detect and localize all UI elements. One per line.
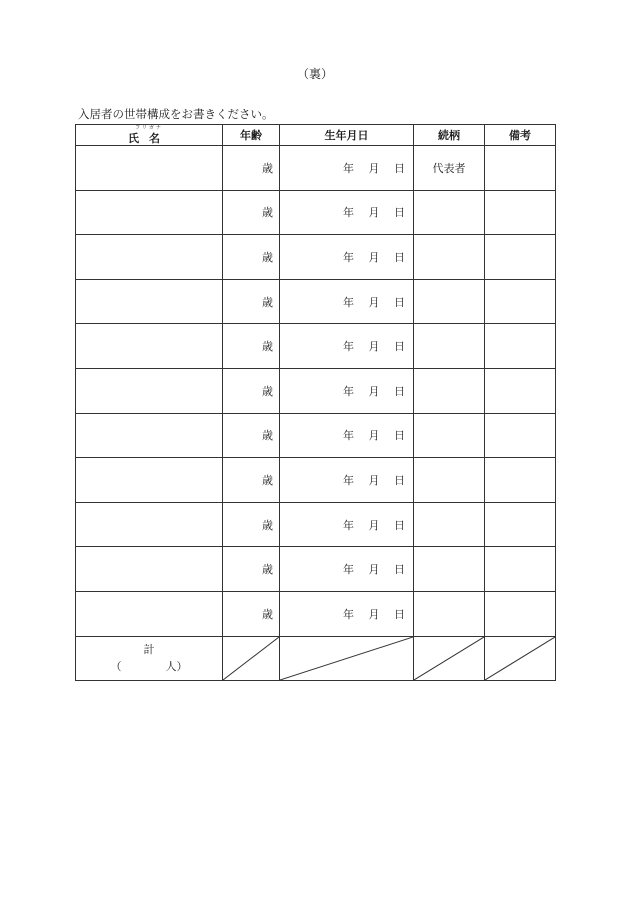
age-cell[interactable]: 歳 xyxy=(223,324,280,369)
relationship-cell[interactable] xyxy=(414,458,485,503)
total-cell[interactable] xyxy=(76,636,223,680)
remarks-cell[interactable] xyxy=(485,502,556,547)
dob-cell[interactable]: 年 月 日 xyxy=(280,235,414,280)
relationship-cell[interactable] xyxy=(414,235,485,280)
table-row xyxy=(76,235,556,280)
name-cell[interactable] xyxy=(76,547,223,592)
table-row xyxy=(76,368,556,413)
age-cell[interactable]: 歳 xyxy=(223,146,280,191)
header-furigana: フリガナ xyxy=(135,125,163,131)
table-row xyxy=(76,413,556,458)
dob-cell[interactable]: 年 月 日 xyxy=(280,279,414,324)
header-name-label: 氏名 xyxy=(128,132,170,145)
instruction-text: 入居者の世帯構成をお書きください。 xyxy=(78,107,274,121)
relationship-cell[interactable] xyxy=(414,279,485,324)
dob-cell[interactable]: 年 月 日 xyxy=(280,413,414,458)
header-row xyxy=(76,125,556,146)
name-cell[interactable] xyxy=(76,279,223,324)
remarks-cell[interactable] xyxy=(485,547,556,592)
name-cell[interactable] xyxy=(76,458,223,503)
table-row xyxy=(76,458,556,503)
header-relationship: 続柄 xyxy=(414,125,485,146)
remarks-cell[interactable] xyxy=(485,368,556,413)
remarks-cell[interactable] xyxy=(485,458,556,503)
table-row xyxy=(76,146,556,191)
total-count-open: （ xyxy=(110,660,122,674)
header-remarks: 備考 xyxy=(485,125,556,146)
table-row xyxy=(76,190,556,235)
dob-cell[interactable]: 年 月 日 xyxy=(280,458,414,503)
diagonal-slash xyxy=(280,637,413,680)
name-cell[interactable] xyxy=(76,591,223,636)
remarks-cell[interactable] xyxy=(485,413,556,458)
age-cell[interactable]: 歳 xyxy=(223,368,280,413)
dob-cell[interactable]: 年 月 日 xyxy=(280,502,414,547)
remarks-cell[interactable] xyxy=(485,146,556,191)
total-remarks-cell xyxy=(485,636,556,680)
relationship-cell[interactable] xyxy=(414,591,485,636)
relationship-cell[interactable] xyxy=(414,502,485,547)
diagonal-slash xyxy=(223,637,279,680)
dob-cell[interactable]: 年 月 日 xyxy=(280,324,414,369)
name-cell[interactable] xyxy=(76,146,223,191)
header-age: 年齢 xyxy=(223,125,280,146)
table-body xyxy=(76,146,556,637)
total-relationship-cell xyxy=(414,636,485,680)
dob-cell[interactable]: 年 月 日 xyxy=(280,146,414,191)
remarks-cell[interactable] xyxy=(485,591,556,636)
header-name xyxy=(76,125,223,146)
age-cell[interactable]: 歳 xyxy=(223,190,280,235)
diagonal-slash xyxy=(485,637,555,680)
age-cell[interactable]: 歳 xyxy=(223,413,280,458)
page-title: （裏） xyxy=(296,67,333,81)
relationship-cell[interactable] xyxy=(414,547,485,592)
age-cell[interactable]: 歳 xyxy=(223,279,280,324)
table-row xyxy=(76,547,556,592)
remarks-cell[interactable] xyxy=(485,279,556,324)
name-cell[interactable] xyxy=(76,413,223,458)
total-row xyxy=(76,636,556,680)
household-table xyxy=(75,124,556,681)
relationship-cell[interactable] xyxy=(414,413,485,458)
relationship-cell[interactable] xyxy=(414,190,485,235)
total-count-unit: 人） xyxy=(165,660,188,674)
age-cell[interactable]: 歳 xyxy=(223,547,280,592)
total-label: 計 xyxy=(143,643,155,657)
total-age-cell xyxy=(223,636,280,680)
name-cell[interactable] xyxy=(76,368,223,413)
header-dob: 生年月日 xyxy=(280,125,414,146)
table-row xyxy=(76,279,556,324)
age-cell[interactable]: 歳 xyxy=(223,591,280,636)
dob-cell[interactable]: 年 月 日 xyxy=(280,591,414,636)
age-cell[interactable]: 歳 xyxy=(223,502,280,547)
remarks-cell[interactable] xyxy=(485,324,556,369)
dob-cell[interactable]: 年 月 日 xyxy=(280,547,414,592)
name-cell[interactable] xyxy=(76,235,223,280)
diagonal-slash xyxy=(414,637,484,680)
table-row xyxy=(76,324,556,369)
name-cell[interactable] xyxy=(76,502,223,547)
table-row xyxy=(76,591,556,636)
age-cell[interactable]: 歳 xyxy=(223,235,280,280)
total-dob-cell xyxy=(280,636,414,680)
dob-cell[interactable]: 年 月 日 xyxy=(280,368,414,413)
remarks-cell[interactable] xyxy=(485,235,556,280)
relationship-cell[interactable] xyxy=(414,368,485,413)
table-row xyxy=(76,502,556,547)
age-cell[interactable]: 歳 xyxy=(223,458,280,503)
remarks-cell[interactable] xyxy=(485,190,556,235)
relationship-cell[interactable] xyxy=(414,324,485,369)
name-cell[interactable] xyxy=(76,324,223,369)
name-cell[interactable] xyxy=(76,190,223,235)
total-count[interactable] xyxy=(76,658,222,675)
relationship-cell[interactable]: 代表者 xyxy=(414,146,485,191)
dob-cell[interactable]: 年 月 日 xyxy=(280,190,414,235)
